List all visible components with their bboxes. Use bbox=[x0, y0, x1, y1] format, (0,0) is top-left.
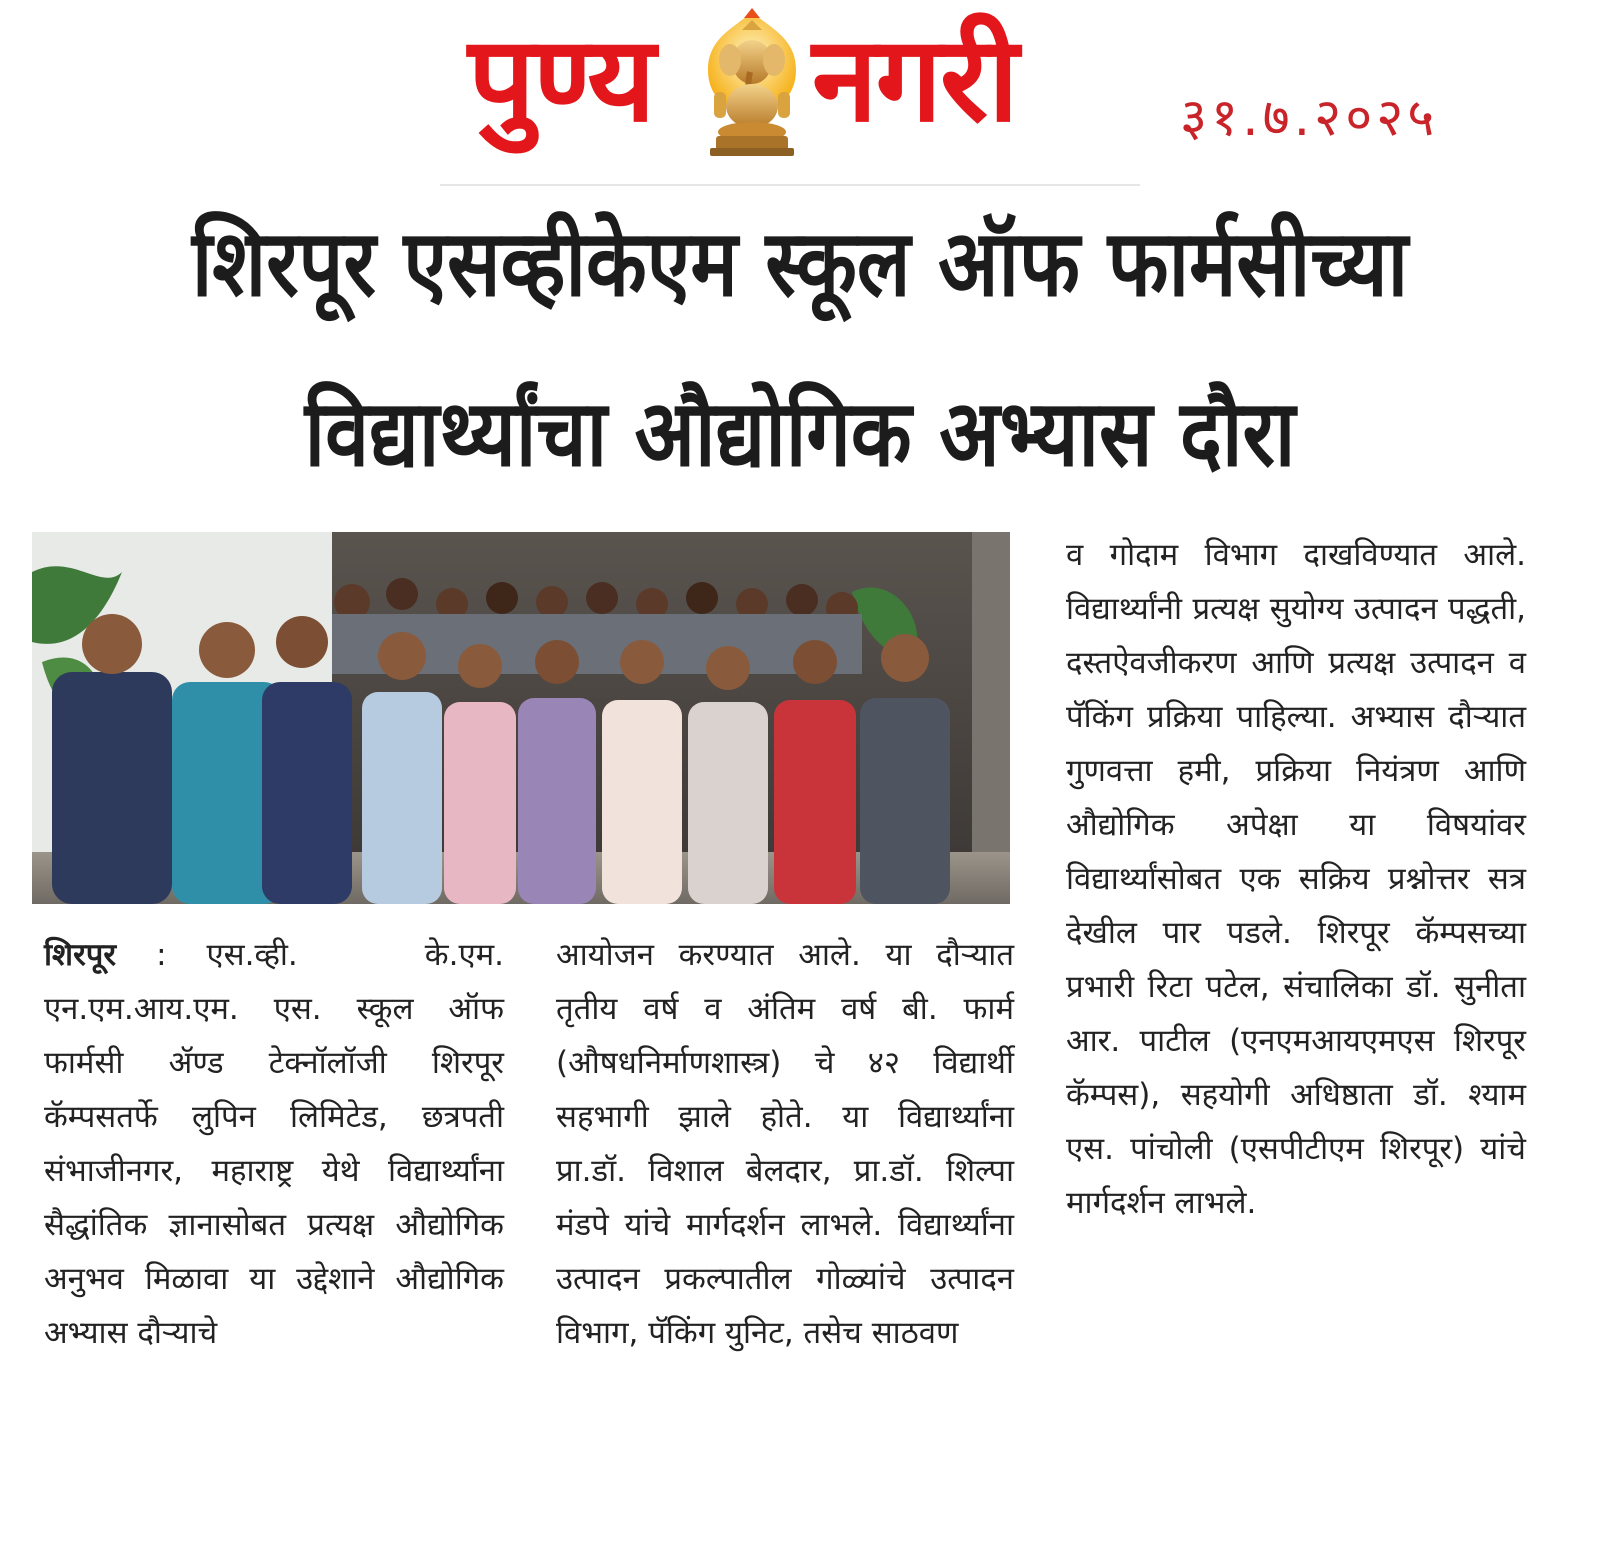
article-column-1 bbox=[44, 928, 504, 1360]
dateline: शिरपूर bbox=[44, 937, 117, 973]
article-body-col1: एस.व्ही. के.एम. एन.एम.आय.एम. एस. स्कूल ऑफ फार्मसी ॲण्ड टेक्नॉलॉजी शिरपूर कॅम्पसतर्फे लुपिन लिमिटेड, छत्रपती संभाजीनगर, महाराष्ट्र येथे विद्यार्थ्यांना सैद्धांतिक ज्ञानासोबत प्रत्यक्ष औद्योगिक अनुभव मिळावा या उद्देशाने औद्योगिक अभ्यास दौऱ्याचे bbox=[44, 937, 504, 1351]
group-photo bbox=[32, 532, 1010, 904]
article-body-col3: व गोदाम विभाग दाखविण्यात आले. विद्यार्थ्यांनी प्रत्यक्ष सुयोग्य उत्पादन पद्धती, दस्तऐवजीकरण आणि प्रत्यक्ष उत्पादन व पॅकिंग प्रक्रिया पाहिल्या. अभ्यास दौऱ्यात गुणवत्ता हमी, प्रक्रिया नियंत्रण आणि औद्योगिक अपेक्षा या विषयांवर विद्यार्थ्यांसोबत एक सक्रिय प्रश्नोत्तर सत्र देखील पार पडले. शिरपूर कॅम्पसच्या प्रभारी रिटा पटेल, संचालिका डॉ. सुनीता आर. पाटील (एनएमआयएमएस शिरपूर कॅम्पस), सहयोगी अधिष्ठाता डॉ. श्याम एस. पांचोली (एसपीटीएम शिरपूर) यांचे मार्गदर्शन लाभले. bbox=[1066, 537, 1526, 1221]
logo-text-right: नगरी bbox=[812, 10, 1017, 148]
ganesha-icon bbox=[700, 8, 804, 158]
article-column-3 bbox=[1066, 528, 1526, 1230]
article-body-col2: आयोजन करण्यात आले. या दौऱ्यात तृतीय वर्ष व अंतिम वर्ष बी. फार्म (औषधनिर्माणशास्त्र) चे ४२ विद्यार्थी सहभागी झाले होते. या विद्यार्थ्यांना प्रा.डॉ. विशाल बेलदार, प्रा.डॉ. शिल्पा मंडपे यांचे मार्गदर्शन लाभले. विद्यार्थ्यांना उत्पादन प्रकल्पातील गोळ्यांचे उत्पादन विभाग, पॅकिंग युनिट, तसेच साठवण bbox=[556, 937, 1014, 1351]
headline-line-1: शिरपूर एसव्हीकेएम स्कूल ऑफ फार्मसीच्या bbox=[191, 210, 1409, 317]
publication-date: ३१.७.२०२५ bbox=[1180, 88, 1439, 148]
headline-line-2: विद्यार्थ्यांचा औद्योगिक अभ्यास दौरा bbox=[304, 380, 1296, 487]
logo-text-left: पुण्य bbox=[468, 10, 654, 148]
dateline-separator: : bbox=[156, 937, 167, 973]
masthead-divider bbox=[440, 184, 1140, 186]
article-column-2 bbox=[556, 928, 1014, 1360]
